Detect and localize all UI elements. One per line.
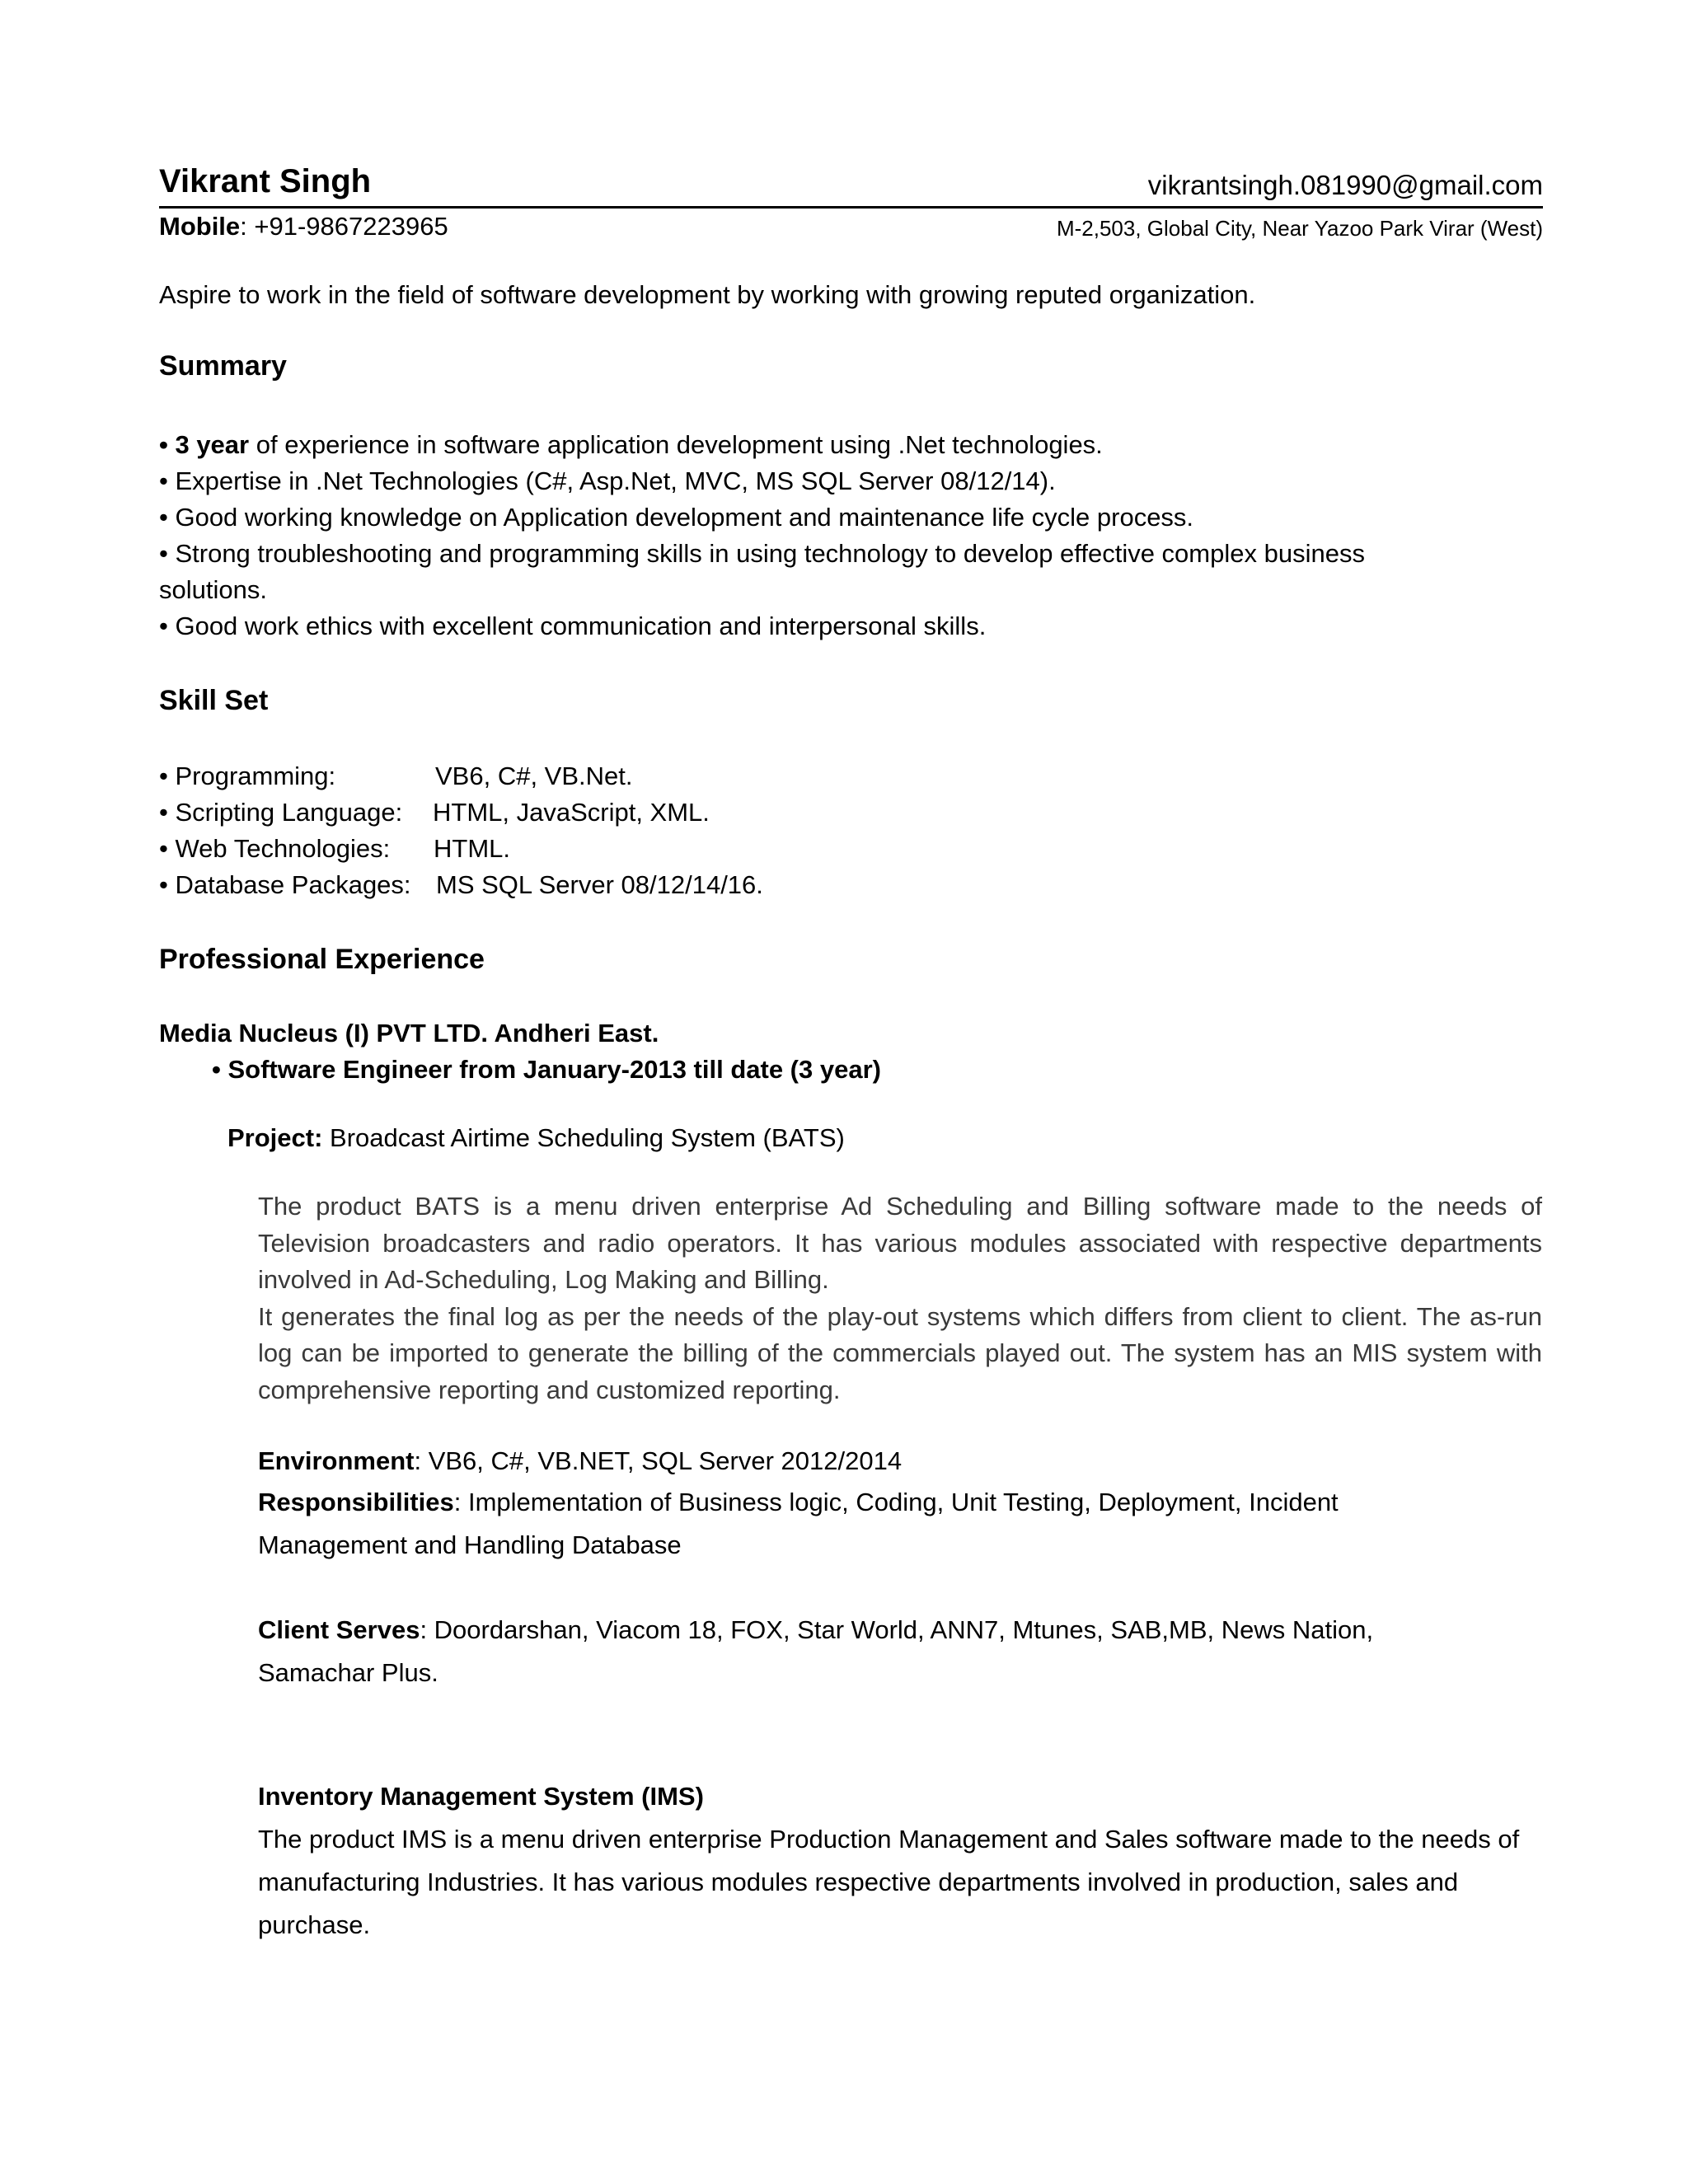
postal-address: M-2,503, Global City, Near Yazoo Park Virar (West)	[1056, 216, 1543, 241]
skill-value: HTML.	[434, 834, 510, 863]
clients-line	[258, 1615, 1373, 1645]
responsibilities-line	[258, 1488, 1339, 1517]
skill-row	[159, 870, 763, 900]
clients-value: : Doordarshan, Viacom 18, FOX, Star World, ANN7, Mtunes, SAB,MB, News Nation,	[420, 1615, 1374, 1644]
project-label: Project:	[227, 1123, 323, 1152]
skill-value: MS SQL Server 08/12/14/16.	[436, 870, 763, 899]
summary-item-text: of experience in software application development using .Net technologies.	[249, 430, 1103, 459]
clients-continuation: Samachar Plus.	[258, 1658, 438, 1687]
project-description-paragraph: The product BATS is a menu driven enterprise Ad Scheduling and Billing software made to the needs of Television broadcasters and radio operators. It has various modules associated with respective departments involved in Ad-Scheduling, Log Making and Billing.	[258, 1192, 1542, 1294]
skill-label: • Web Technologies:	[159, 834, 391, 863]
skill-label: • Scripting Language:	[159, 798, 403, 827]
environment-line	[258, 1446, 902, 1476]
clients-label: Client Serves	[258, 1615, 420, 1644]
summary-item: • Good working knowledge on Application development and maintenance life cycle process.	[159, 503, 1194, 532]
skill-row	[159, 798, 710, 827]
summary-heading: Summary	[159, 350, 287, 382]
summary-item: • Expertise in .Net Technologies (C#, Asp.Net, MVC, MS SQL Server 08/12/14).	[159, 466, 1056, 495]
project-description	[258, 1188, 1542, 1408]
ims-project	[258, 1775, 1542, 1947]
skill-value: VB6, C#, VB.Net.	[435, 762, 633, 790]
project-line	[227, 1123, 845, 1153]
email-address: vikrantsingh.081990@gmail.com	[1147, 170, 1543, 200]
header-divider	[159, 206, 1543, 209]
responsibilities-label: Responsibilities	[258, 1488, 454, 1516]
responsibilities-value: : Implementation of Business logic, Coding, Unit Testing, Deployment, Incident	[453, 1488, 1339, 1516]
skill-label: • Database Packages:	[159, 870, 411, 899]
experience-heading: Professional Experience	[159, 944, 485, 975]
skills-heading: Skill Set	[159, 685, 269, 716]
ims-title: Inventory Management System (IMS)	[258, 1782, 704, 1811]
mobile-number: : +91-9867223965	[240, 212, 448, 241]
summary-item-bold: • 3 year	[159, 430, 250, 459]
skill-label: • Programming:	[159, 762, 336, 790]
summary-item	[159, 430, 1103, 460]
mobile-label: Mobile	[159, 212, 241, 241]
project-description-paragraph: It generates the final log as per the needs of the play-out systems which differs from client to client. The as-run log can be imported to generate the billing of the commercials played out. The system has an MIS system with comprehensive reporting and customized reporting.	[258, 1301, 1542, 1404]
summary-item-continuation: solutions.	[159, 575, 267, 604]
skill-row	[159, 834, 510, 864]
company-name: Media Nucleus (I) PVT LTD. Andheri East.	[159, 1019, 659, 1047]
project-name: Broadcast Airtime Scheduling System (BATS)	[322, 1123, 845, 1152]
summary-item: • Strong troubleshooting and programming skills in using technology to develop effective complex business	[159, 539, 1365, 568]
candidate-name: Vikrant Singh	[159, 163, 372, 199]
skill-row	[159, 762, 633, 791]
mobile-line	[159, 212, 448, 241]
skill-value: HTML, JavaScript, XML.	[433, 798, 710, 827]
summary-item: • Good work ethics with excellent communication and interpersonal skills.	[159, 612, 987, 640]
environment-value: : VB6, C#, VB.NET, SQL Server 2012/2014	[414, 1446, 903, 1475]
job-role: • Software Engineer from January-2013 till date (3 year)	[212, 1055, 881, 1084]
responsibilities-continuation: Management and Handling Database	[258, 1530, 682, 1559]
career-objective: Aspire to work in the field of software development by working with growing reputed organization.	[159, 280, 1256, 309]
environment-label: Environment	[258, 1446, 415, 1475]
ims-description: The product IMS is a menu driven enterprise Production Management and Sales software made to the needs of manufacturing Industries. It has various modules respective departments involved in production, sales and purchase.	[258, 1825, 1520, 1939]
